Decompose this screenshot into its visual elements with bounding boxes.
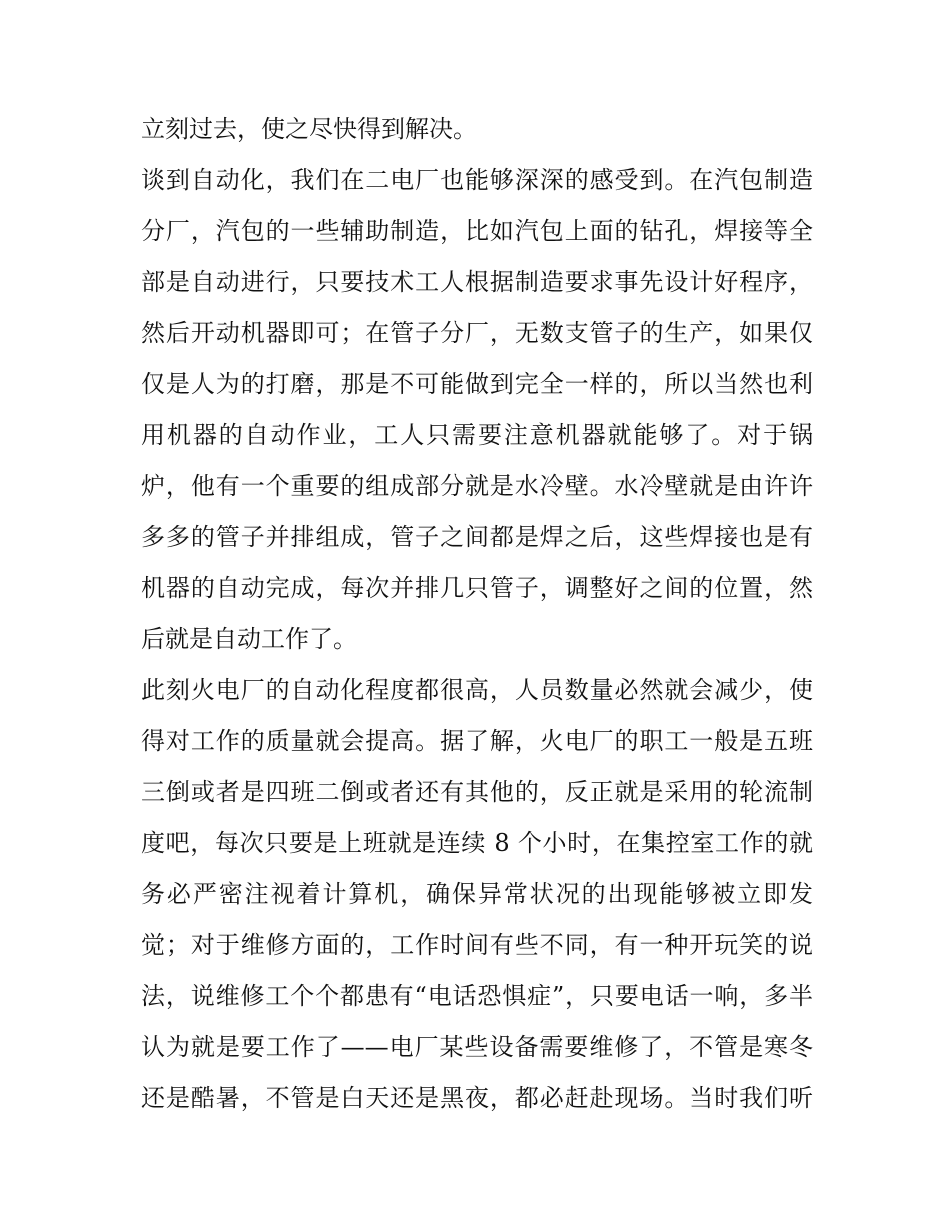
text-line-11: 后就是自动工作了。 <box>141 625 357 653</box>
text-line-5: 然后开动机器即可；在管子分厂，无数支管子的生产，如果仅 <box>141 319 813 347</box>
text-line-16: 务必严密注视着计算机，确保异常状况的出现能够被立即发 <box>141 880 813 908</box>
text-line-19: 认为就是要工作了——电厂某些设备需要维修了，不管是寒冬 <box>141 1033 813 1061</box>
text-line-3: 分厂，汽包的一些辅助制造，比如汽包上面的钻孔，焊接等全 <box>141 217 813 245</box>
text-line-9: 多多的管子并排组成，管子之间都是焊之后，这些焊接也是有 <box>141 523 813 551</box>
text-line-4: 部是自动进行，只要技术工人根据制造要求事先设计好程序， <box>141 268 813 296</box>
text-line-1: 立刻过去，使之尽快得到解决。 <box>141 115 477 143</box>
body-text <box>141 104 813 1124</box>
text-line-18: 法，说维修工个个都患有“电话恐惧症”，只要电话一响，多半 <box>141 982 813 1010</box>
text-line-12: 此刻火电厂的自动化程度都很高，人员数量必然就会减少，使 <box>141 676 813 704</box>
text-line-6: 仅是人为的打磨，那是不可能做到完全一样的，所以当然也利 <box>141 370 813 398</box>
text-line-7: 用机器的自动作业，工人只需要注意机器就能够了。对于锅 <box>141 421 813 449</box>
text-line-20: 还是酷暑，不管是白天还是黑夜，都必赶赴现场。当时我们听 <box>141 1084 813 1112</box>
text-line-17: 觉；对于维修方面的，工作时间有些不同，有一种开玩笑的说 <box>141 931 813 959</box>
text-line-10: 机器的自动完成，每次并排几只管子，调整好之间的位置，然 <box>141 574 813 602</box>
text-line-13: 得对工作的质量就会提高。据了解，火电厂的职工一般是五班 <box>141 727 813 755</box>
text-line-14: 三倒或者是四班二倒或者还有其他的，反正就是采用的轮流制 <box>141 778 813 806</box>
text-line-2: 谈到自动化，我们在二电厂也能够深深的感受到。在汽包制造 <box>141 166 813 194</box>
text-line-15: 度吧，每次只要是上班就是连续 8 个小时，在集控室工作的就 <box>141 829 813 857</box>
text-line-8: 炉，他有一个重要的组成部分就是水冷壁。水冷壁就是由许许 <box>141 472 813 500</box>
